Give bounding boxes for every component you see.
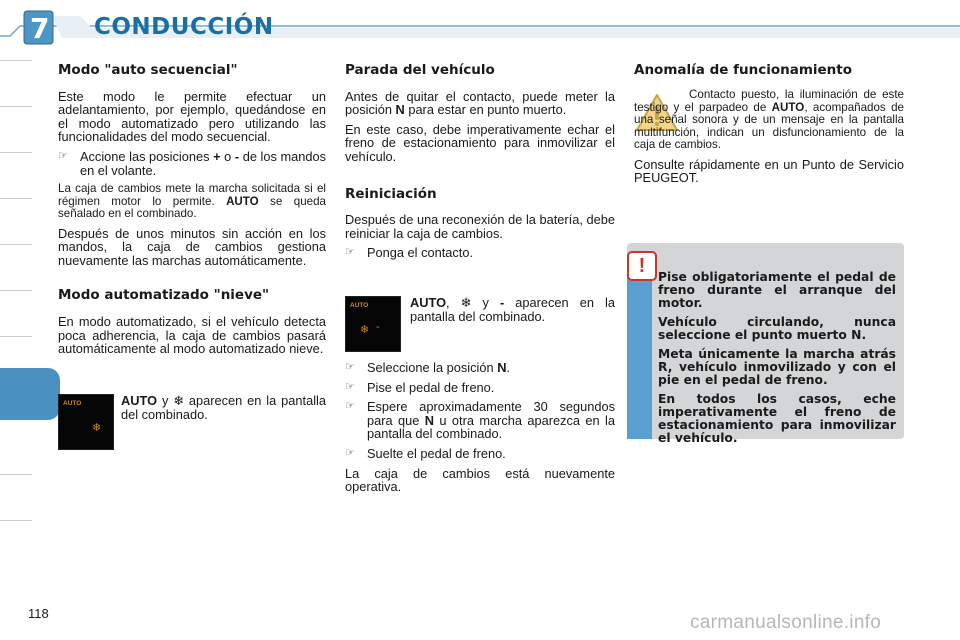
chapter-tabs <box>0 60 32 575</box>
warning-text <box>658 271 896 451</box>
warning-line: Pise obligatoriamente el pedal de freno durante el arranque del motor. <box>658 270 896 310</box>
heading-reinitialization: Reiniciación <box>345 185 437 202</box>
paragraph: Contacto puesto, la iluminación de este testigo y el parpadeo de AUTO, acompañados de una señal sonora y de un mensaje en la pantalla multifunción, indican un disfuncionamiento de la caja de cambios. <box>634 88 904 151</box>
chapter-tab[interactable] <box>0 106 32 153</box>
bullet-item: ☞ Espere aproximadamente 30 segundos para que N u otra marcha aparezca en la pantalla del combinado. <box>345 399 616 442</box>
instrument-display-reinit: AUTO ❄ - <box>345 296 401 352</box>
warning-stripe <box>627 268 652 439</box>
snowflake-icon: ❄ <box>360 324 370 336</box>
pointer-icon: ☞ <box>58 149 68 162</box>
bullet-item: ☞ Suelte el pedal de freno. <box>345 445 506 461</box>
chapter-title: CONDUCCIÓN <box>94 14 274 40</box>
reinit-indicator-text: AUTO, ❄ y - aparecen en la pantalla del combinado. <box>410 295 615 324</box>
column-left <box>58 64 326 362</box>
paragraph: En modo automatizado, si el vehículo detecta poca adherencia, la caja de cambios pasará automáticamente al modo automatizado nieve. <box>58 314 326 357</box>
warning-line: Vehículo circulando, nunca seleccione el punto muerto N. <box>658 315 896 342</box>
chapter-tab[interactable] <box>0 152 32 199</box>
paragraph: Consulte rápidamente en un Punto de Servicio PEUGEOT. <box>634 156 904 186</box>
paragraph: Antes de quitar el contacto, puede meter la posición N para estar en punto muerto. <box>345 88 615 118</box>
chapter-tab[interactable] <box>0 60 32 107</box>
malfunction-text <box>634 89 904 191</box>
paragraph: La caja de cambios está nuevamente operativa. <box>345 465 615 495</box>
chapter-tab[interactable] <box>0 244 32 291</box>
column-middle <box>345 64 615 266</box>
heading-vehicle-stop: Parada del vehículo <box>345 62 495 78</box>
paragraph: Este modo le permite efectuar un adelantamiento, por ejemplo, quedándose en el modo automatizado pero utilizando las funcionalidades del modo secuencial. <box>58 88 326 145</box>
paragraph: La caja de cambios mete la marcha solicitada si el régimen motor lo permite. AUTO se queda señalado en el combinado. <box>58 182 326 221</box>
warning-exclamation-icon: ! <box>627 251 657 281</box>
chapter-tab[interactable] <box>0 198 32 245</box>
chapter-tab[interactable] <box>0 290 32 337</box>
heading-malfunction: Anomalía de funcionamiento <box>634 62 853 78</box>
bullet-item: ☞ Ponga el contacto. <box>345 245 474 261</box>
reinit-steps <box>345 361 615 500</box>
pointer-icon: ☞ <box>345 361 355 373</box>
paragraph: Después de una reconexión de la batería, debe reiniciar la caja de cambios. <box>345 212 615 241</box>
warning-line: En todos los casos, eche imperativamente el freno de estacionamiento para inmovilizar el vehículo. <box>658 392 896 445</box>
watermark: carmanualsonline.info <box>690 612 882 633</box>
pointer-icon: ☞ <box>345 380 355 393</box>
snow-indicator-text: AUTO y ❄ aparecen en la pantalla del combinado. <box>121 393 326 422</box>
column-right <box>634 64 904 90</box>
paragraph: En este caso, debe imperativamente echar el freno de estacionamiento para inmovilizar el vehículo. <box>345 121 615 164</box>
pointer-icon: ☞ <box>345 246 355 259</box>
chapter-tab[interactable] <box>0 520 32 567</box>
heading-snow-mode: Modo automatizado "nieve" <box>58 287 270 304</box>
pointer-icon: ☞ <box>345 400 355 413</box>
bullet-item: ☞ Accione las posiciones + o - de los mandos en el volante. <box>58 148 326 178</box>
bullet-item: ☞ Seleccione la posición N. <box>345 360 510 375</box>
chapter-header <box>0 0 960 50</box>
chapter-tab[interactable] <box>0 474 32 521</box>
snowflake-icon: ❄ <box>92 422 102 434</box>
chapter-number: 7 <box>30 12 50 45</box>
active-chapter-tab[interactable] <box>0 368 60 420</box>
dash-indicator: - <box>376 321 380 333</box>
pointer-icon: ☞ <box>345 446 355 459</box>
heading-auto-sequential: Modo "auto secuencial" <box>58 62 238 78</box>
paragraph: Después de unos minutos sin acción en los mandos, la caja de cambios gestiona nuevamente las marchas automáticamente. <box>58 225 326 268</box>
page-number: 118 <box>28 606 49 621</box>
warning-line: Meta únicamente la marcha atrás R, vehículo inmovilizado y con el pie en el pedal de freno. <box>658 347 896 387</box>
bullet-item: ☞ Pise el pedal de freno. <box>345 379 495 395</box>
instrument-display-snow: AUTO ❄ <box>58 394 114 450</box>
